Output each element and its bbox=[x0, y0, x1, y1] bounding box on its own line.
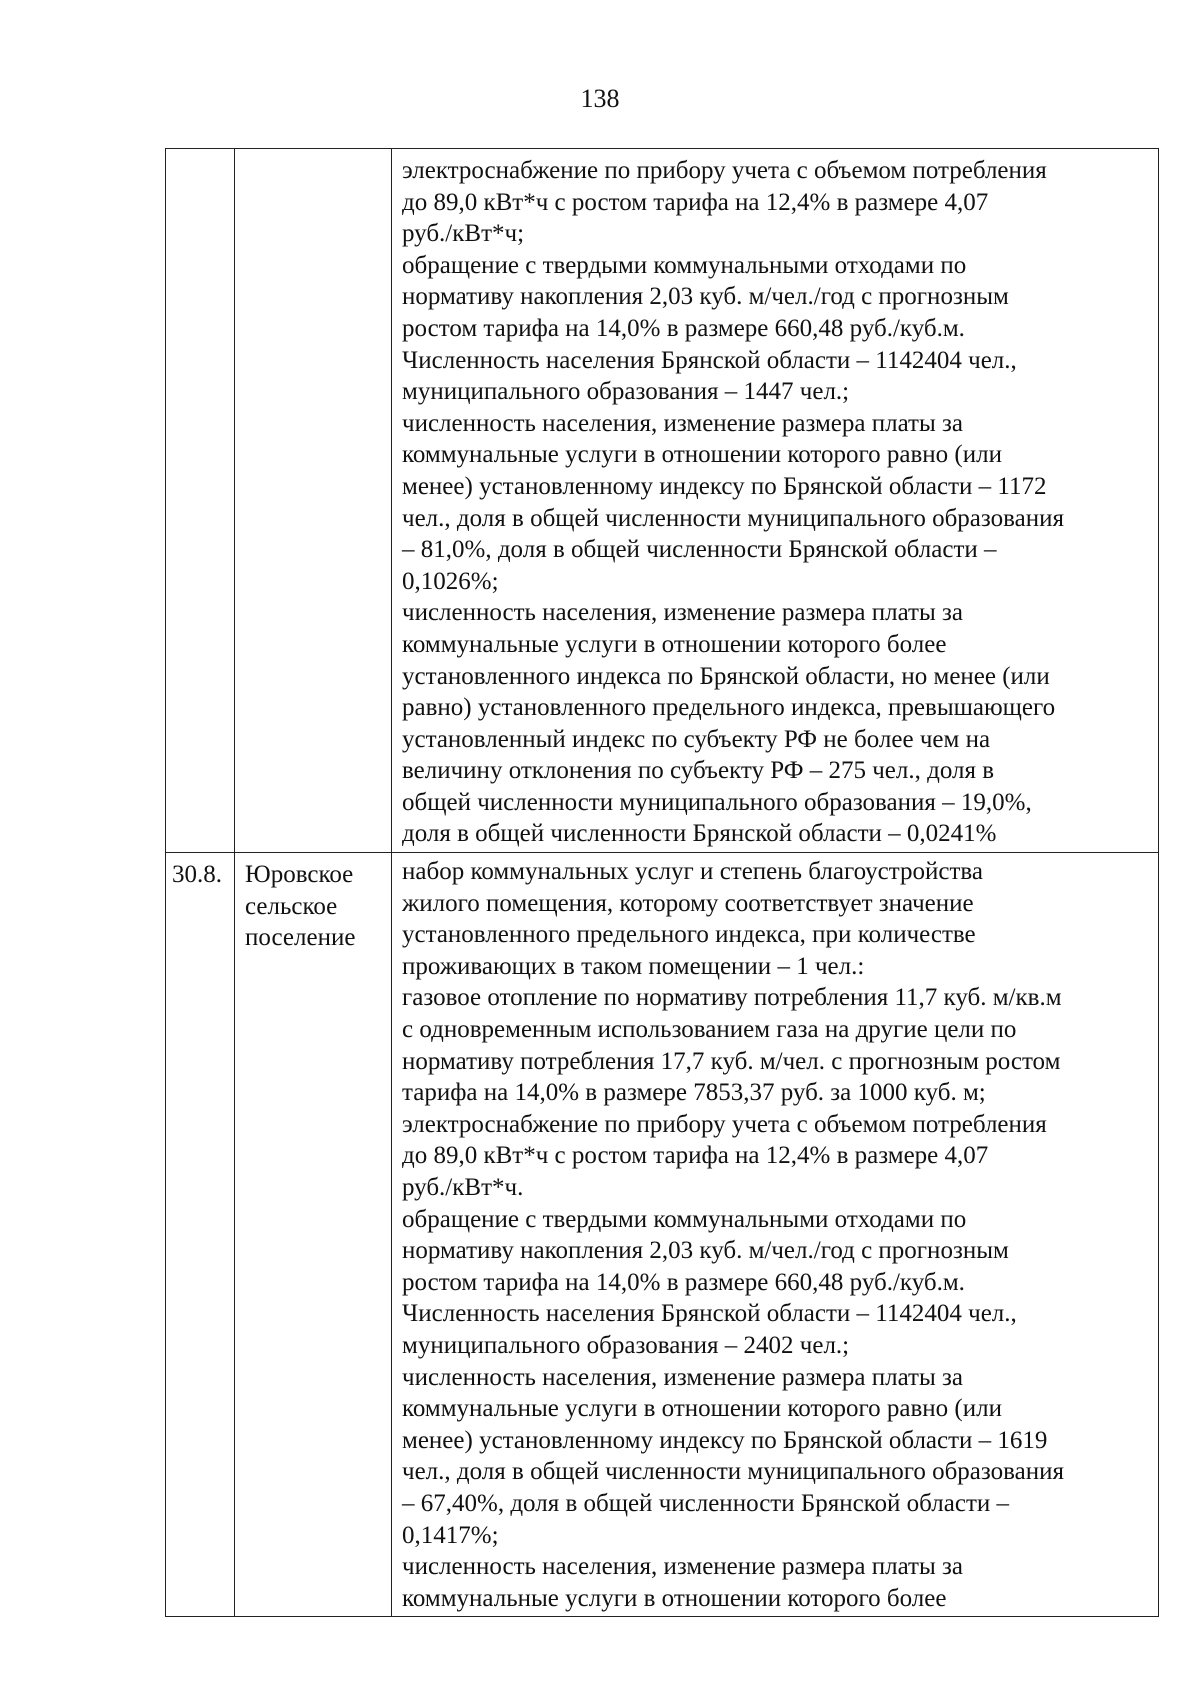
text-line: коммунальные услуги в отношении которого более bbox=[402, 630, 947, 658]
document-table bbox=[165, 148, 1159, 1617]
text-line: набор коммунальных услуг и степень благоустройства bbox=[402, 858, 983, 886]
text-line: установленного предельного индекса, при количестве bbox=[402, 921, 976, 949]
text-line: доля в общей численности Брянской области – 0,0241% bbox=[402, 820, 997, 848]
text-line: ростом тарифа на 14,0% в размере 660,48 руб./куб.м. bbox=[402, 1268, 965, 1296]
municipality-name-cell bbox=[235, 149, 392, 853]
text-line: нормативу потребления 17,7 куб. м/чел. с прогнозным ростом bbox=[402, 1047, 1061, 1075]
text-line: численность населения, изменение размера платы за bbox=[402, 599, 963, 627]
text-line: обращение с твердыми коммунальными отходами по bbox=[402, 251, 967, 279]
text-line: чел., доля в общей численности муниципального образования bbox=[402, 1458, 1064, 1486]
text-line: численность населения, изменение размера платы за bbox=[402, 1363, 963, 1391]
text-line: муниципального образования – 2402 чел.; bbox=[402, 1331, 850, 1359]
text-line: равно) установленного предельного индекса, превышающего bbox=[402, 694, 1056, 722]
text-line: ростом тарифа на 14,0% в размере 660,48 руб./куб.м. bbox=[402, 314, 965, 342]
description-text bbox=[392, 853, 1158, 1616]
municipality-name bbox=[235, 149, 391, 155]
text-line: газовое отопление по нормативу потребления 11,7 куб. м/кв.м bbox=[402, 984, 1062, 1012]
page-number: 138 bbox=[580, 84, 620, 113]
row-number-cell bbox=[166, 149, 235, 853]
text-line: установленный индекс по субъекту РФ не более чем на bbox=[402, 725, 991, 753]
text-line: менее) установленному индексу по Брянской области – 1172 bbox=[402, 472, 1047, 500]
text-line: – 67,40%, доля в общей численности Брянской области – bbox=[402, 1489, 1009, 1517]
table-row bbox=[166, 149, 1159, 853]
text-line: установленного индекса по Брянской области, но менее (или bbox=[402, 662, 1050, 690]
text-line: общей численности муниципального образования – 19,0%, bbox=[402, 788, 1032, 816]
text-line: чел., доля в общей численности муниципального образования bbox=[402, 504, 1064, 532]
text-line: Численность населения Брянской области – 1142404 чел., bbox=[402, 346, 1017, 374]
description-cell bbox=[392, 149, 1159, 853]
text-line: численность населения, изменение размера платы за bbox=[402, 1553, 963, 1581]
municipality-name bbox=[235, 853, 391, 954]
municipality-name-cell bbox=[235, 853, 392, 1617]
description-cell bbox=[392, 853, 1159, 1617]
text-line: муниципального образования – 1447 чел.; bbox=[402, 378, 850, 406]
name-line: Юровское bbox=[245, 861, 354, 889]
text-line: тарифа на 14,0% в размере 7853,37 руб. за 1000 куб. м; bbox=[402, 1079, 986, 1107]
text-line: жилого помещения, которому соответствует значение bbox=[402, 889, 974, 917]
text-line: 0,1417%; bbox=[402, 1521, 499, 1549]
text-line: численность населения, изменение размера платы за bbox=[402, 409, 963, 437]
text-line: нормативу накопления 2,03 куб. м/чел./год с прогнозным bbox=[402, 1237, 1009, 1265]
text-line: обращение с твердыми коммунальными отходами по bbox=[402, 1205, 967, 1233]
row-number bbox=[166, 149, 234, 155]
text-line: 0,1026%; bbox=[402, 567, 499, 595]
row-number: 30.8. bbox=[172, 861, 222, 889]
text-line: величину отклонения по субъекту РФ – 275 чел., доля в bbox=[402, 757, 995, 785]
text-line: проживающих в таком помещении – 1 чел.: bbox=[402, 952, 865, 980]
text-line: до 89,0 кВт*ч с ростом тарифа на 12,4% в размере 4,07 bbox=[402, 1142, 989, 1170]
description-text bbox=[392, 149, 1158, 852]
table-row bbox=[166, 853, 1159, 1617]
text-line: коммунальные услуги в отношении которого более bbox=[402, 1584, 947, 1612]
text-line: коммунальные услуги в отношении которого равно (или bbox=[402, 441, 1002, 469]
text-line: руб./кВт*ч. bbox=[402, 1174, 524, 1201]
text-line: руб./кВт*ч; bbox=[402, 220, 525, 248]
text-line: электроснабжение по прибору учета с объемом потребления bbox=[402, 1110, 1047, 1138]
row-number-cell bbox=[166, 853, 235, 1617]
text-line: нормативу накопления 2,03 куб. м/чел./год с прогнозным bbox=[402, 283, 1009, 311]
name-line: поселение bbox=[245, 924, 356, 952]
text-line: менее) установленному индексу по Брянской области – 1619 bbox=[402, 1426, 1048, 1454]
text-line: – 81,0%, доля в общей численности Брянской области – bbox=[402, 536, 997, 564]
text-line: до 89,0 кВт*ч с ростом тарифа на 12,4% в размере 4,07 bbox=[402, 188, 989, 216]
text-line: с одновременным использованием газа на другие цели по bbox=[402, 1016, 1017, 1044]
text-line: Численность населения Брянской области – 1142404 чел., bbox=[402, 1300, 1017, 1328]
text-line: электроснабжение по прибору учета с объемом потребления bbox=[402, 157, 1047, 184]
name-line: сельское bbox=[245, 892, 338, 920]
text-line: коммунальные услуги в отношении которого равно (или bbox=[402, 1395, 1002, 1423]
